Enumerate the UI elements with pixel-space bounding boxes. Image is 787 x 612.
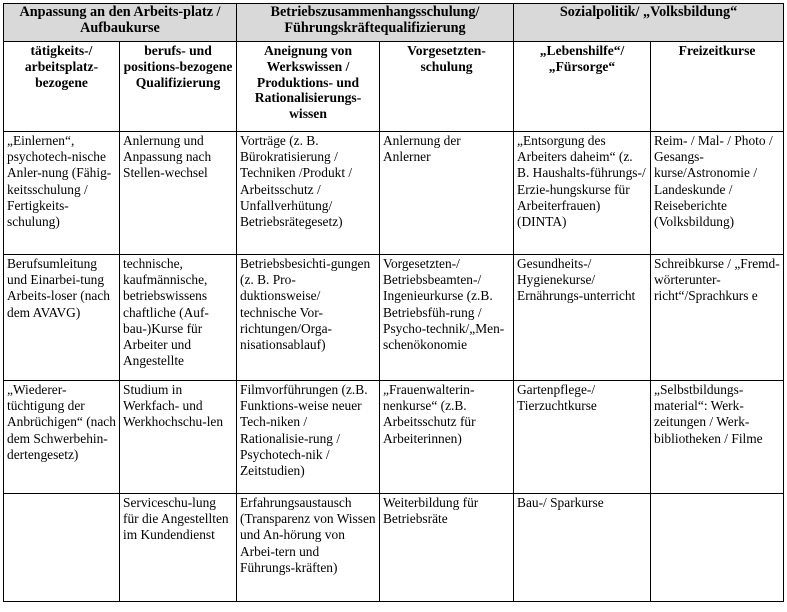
table-row	[4, 494, 784, 602]
subheader-leisure-courses: Freizeitkurse	[651, 42, 784, 132]
table-row	[4, 381, 784, 494]
table-cell: „Frauenwalterin-nenkurse“ (z.B. Arbeitsschutz für Arbeiterinnen)	[380, 381, 514, 494]
table-cell: Anlernung und Anpassung nach Stellen-wechsel	[120, 132, 237, 255]
table-cell	[4, 494, 120, 602]
subheader-life-help: „Lebenshilfe“/ „Fürsorge“	[514, 42, 651, 132]
subheader-job-related: tätigkeits-/ arbeitsplatz-bezogene	[4, 42, 120, 132]
table-cell: Filmvorführungen (z.B. Funktions-weise neuer Tech-niken / Rationalisie-rung / Psychotech-nik / Zeitstudien)	[237, 381, 380, 494]
table-cell: Bau-/ Sparkurse	[514, 494, 651, 602]
subheader-works-knowledge: Aneignung von Werkswissen / Produktions- und Rationalisierungs-wissen	[237, 42, 380, 132]
table-row	[4, 132, 784, 255]
table-cell: „Wiederer-tüchtigung der Anbrüchigen“ (nach dem Schwerbehin-dertengesetz)	[4, 381, 120, 494]
table-cell: Vorgesetzten-/ Betriebsbeamten-/ Ingenieurkurse (z.B. Betriebsfüh-rung / Psycho-technik/„Men-schenökonomie	[380, 255, 514, 381]
group-header-social-policy: Sozialpolitik/ „Volksbildung“	[514, 4, 784, 42]
qualification-table	[3, 3, 784, 602]
subheader-row	[4, 42, 784, 132]
table-cell	[651, 494, 784, 602]
table-cell: „Selbstbildungs-material“: Werk-zeitungen / Werk-bibliotheken / Filme	[651, 381, 784, 494]
table-cell: Gesundheits-/ Hygienekurse/ Ernährungs-unterricht	[514, 255, 651, 381]
table-cell: Berufsumleitung und Einarbei-tung Arbeits-loser (nach dem AVAVG)	[4, 255, 120, 381]
table-cell: Reim- / Mal- / Photo / Gesangs-kurse/Astronomie / Landeskunde / Reiseberichte (Volksbildung)	[651, 132, 784, 255]
table-cell: Betriebsbesichti-gungen (z. B. Pro-duktionsweise/ technische Vor-richtungen/Orga-nisationsablauf)	[237, 255, 380, 381]
table-cell: Vorträge (z. B. Bürokratisierung / Techniken /Produkt / Arbeitsschutz / Unfallverhütung/ Betriebsrätegesetz)	[237, 132, 380, 255]
table-cell: Serviceschu-lung für die Angestellten im Kundendienst	[120, 494, 237, 602]
table-cell: „Einlernen“, psychotech-nische Anler-nung (Fähig-keitsschulung / Fertigkeits-schulung)	[4, 132, 120, 255]
group-header-company-training: Betriebszusammenhangsschulung/ Führungskräftequalifizierung	[237, 4, 514, 42]
table-cell: Erfahrungsaustausch (Transparenz von Wissen und An-hörung von Arbei-tern und Führungs-kräften)	[237, 494, 380, 602]
table-row	[4, 255, 784, 381]
table-cell: Studium in Werkfach- und Werkhochschu-len	[120, 381, 237, 494]
table-cell: Gartenpflege-/ Tierzuchtkurse	[514, 381, 651, 494]
group-header-adaptation: Anpassung an den Arbeits-platz / Aufbaukurse	[4, 4, 237, 42]
subheader-supervisor-training: Vorgesetzten-schulung	[380, 42, 514, 132]
group-header-row	[4, 4, 784, 42]
table-cell: technische, kaufmännische, betriebswissens chaftliche (Auf-bau-)Kurse für Arbeiter und Angestellte	[120, 255, 237, 381]
subheader-position-related: berufs- und positions-bezogene Qualifizierung	[120, 42, 237, 132]
table-cell: Schreibkurse / „Fremd-wörterunter-richt“/Sprachkurs e	[651, 255, 784, 381]
table-cell: Anlernung der Anlerner	[380, 132, 514, 255]
table-cell: Weiterbildung für Betriebsräte	[380, 494, 514, 602]
table-cell: „Entsorgung des Arbeiters daheim“ (z. B. Haushalts-führungs-/ Erzie-hungskurse für Arbeiterfrauen) (DINTA)	[514, 132, 651, 255]
